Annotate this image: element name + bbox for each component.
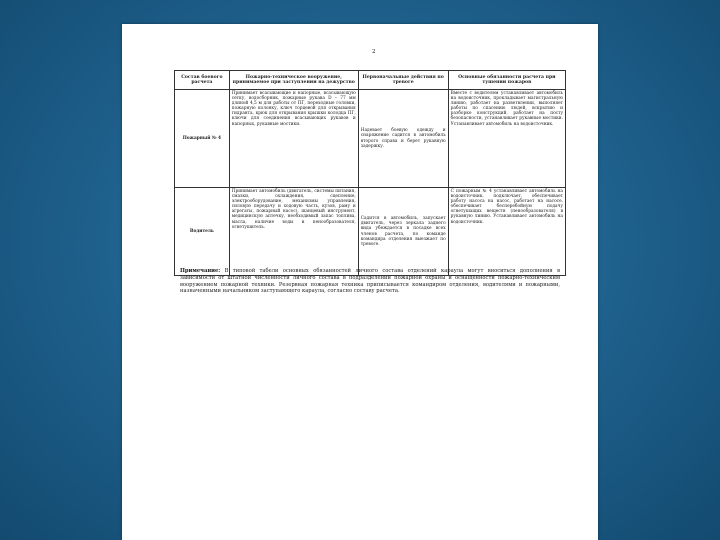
cell-duties: С пожарным № 4 устанавливает автомобиль на водоисточник, подключает, обеспечивает работу насоса на насос, работает на насосе, обеспечивает бесперебойную подачу огнетушащих веществ (пенообразователя) в рукавную линию. Устанавливает автомобиль на водоисточник. [448,188,565,276]
cell-role: Пожарный № 4 [175,90,230,188]
cell-equipment: Принимает всасывающие и напорные, всасывающую сетку, водосборник, пожарные рукава D – 77 мм длиной 4,5 м для работы от ПГ, переходные головки, пожарную колонку, ключ торцевой для открывания гидранта, крюк для открывания крышки колодца ПГ, ключи для соединения всасывающих рукавов и напорных, рукавные мостики. [229,90,358,188]
cell-duties: Вместе с водителем устанавливает автомобиль на водоисточник, прокладывает магистральную линию, работает на разветвлении, выполняет работы по спасению людей, вскрытию и разборке конструкций, работает на посту безопасности, устанавливает рукавные мостики. Устанавливает автомобиль на водоисточник. [448,90,565,188]
note-label: Примечание: [180,268,221,274]
header-duties: Основные обязанности расчета при тушении пожаров [448,71,565,90]
header-equipment: Пожарно-техническое вооружение, принимаемое при заступлении на дежурство [229,71,358,90]
page-number: 2 [372,49,376,55]
document-page [122,24,598,540]
table-header-row [175,71,566,90]
header-crew: Состав боевого расчета [175,71,230,90]
duties-table [174,70,566,276]
header-actions: Первоначальные действия по тревоге [358,71,448,90]
cell-actions: Садится в автомобиль, запускает двигатель, через зеркала заднего вида убеждается в посадке всех членов расчета, по команде командира отделения выезжает по тревоге. [358,188,448,276]
cell-actions: Надевает боевую одежду и снаряжение садится в автомобиль второго справа и берет рукавную задержку. [358,90,448,188]
note-paragraph [180,268,560,295]
cell-equipment: Принимает автомобиль (двигатель, системы питания, смазки, охлаждения, сцепление, электрооборудование, механизмы управления, силовую передачу и ходовую часть, кузов, раму и агрегаты, пожарный насос), шанцевый инструмент, медицинскую аптечку, необходимый запас топлива, масла, наличие воды и пенообразователя, огнетушитель. [229,188,358,276]
table-row [175,90,566,188]
note-text: В типовой табели основных обязанностей личного состава отделений караула могут вноситься дополнения в зависимости от штатной численности личного состава в подразделении пожарной охраны и оснащенности пожарно-техническим вооружением пожарной техники. Резервная пожарная техника приписывается командиром отделения, водителями и пожарными, назначенными начальником заступающего караула, согласно составу расчета. [180,268,560,295]
cell-role: Водитель [175,188,230,276]
table-row [175,188,566,276]
